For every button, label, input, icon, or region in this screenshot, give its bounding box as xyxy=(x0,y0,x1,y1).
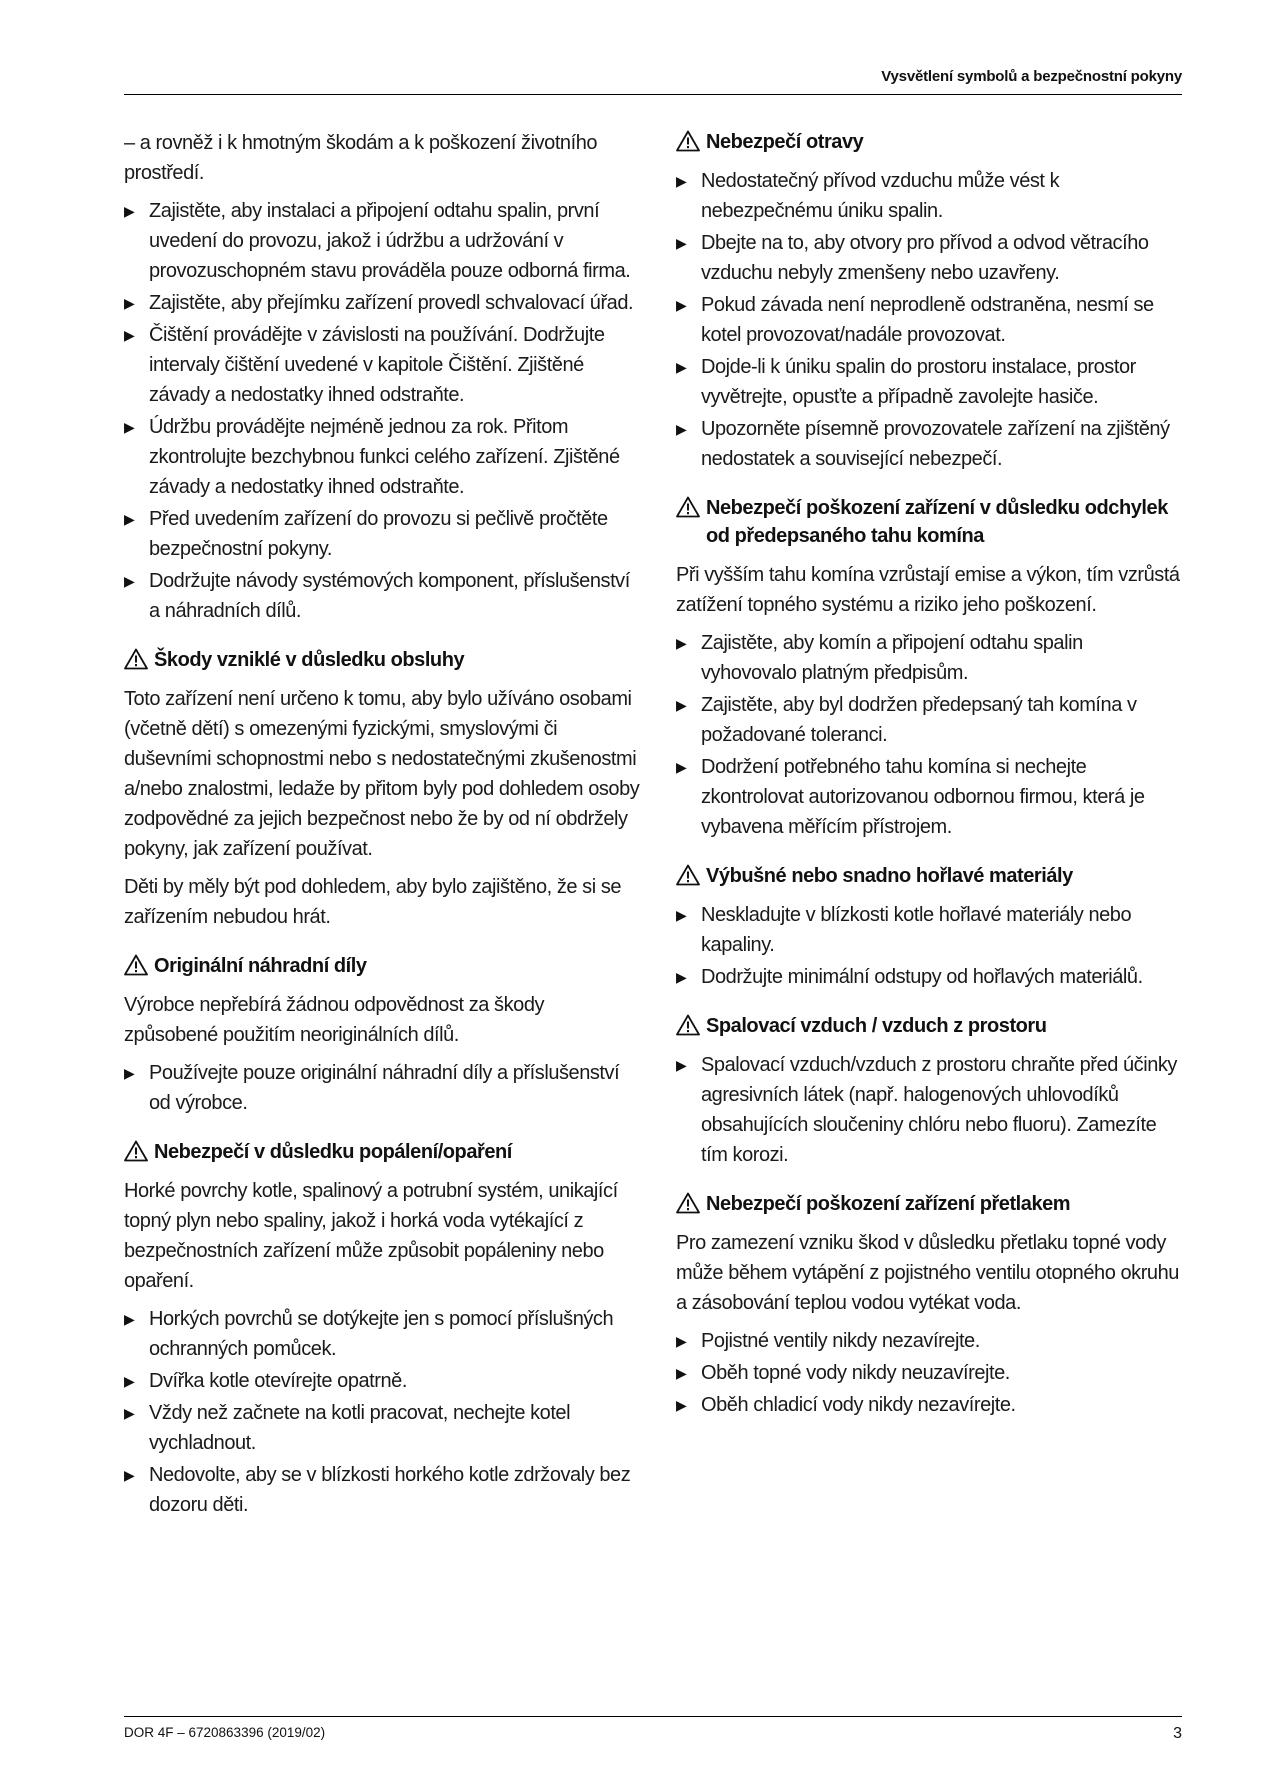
section-heading-combustion-air xyxy=(676,1012,1182,1040)
warning-triangle-icon xyxy=(676,1014,700,1036)
list-item: ▶ Používejte pouze originální náhradní díly a příslušenství od výrobce. xyxy=(124,1058,640,1118)
section-title: Spalovací vzduch / vzduch z prostoru xyxy=(706,1015,1047,1037)
paragraph: Horké povrchy kotle, spalinový a potrubní systém, unikající topný plyn nebo spaliny, jakož i horká voda vytékající z bezpečnostních zařízení může způsobit popáleniny nebo opaření. xyxy=(124,1180,618,1292)
warning-triangle-icon xyxy=(676,130,700,152)
section-title: Škody vzniklé v důsledku obsluhy xyxy=(154,649,465,671)
list-item: ▶ Horkých povrchů se dotýkejte jen s pomocí příslušných ochranných pomůcek. xyxy=(124,1304,640,1364)
section-heading-original-parts xyxy=(124,952,640,980)
bullet-list xyxy=(676,1050,1182,1170)
list-item: ▶ Pojistné ventily nikdy nezavírejte. xyxy=(676,1326,1182,1356)
list-item: ▶ Nedovolte, aby se v blízkosti horkého kotle zdržovaly bez dozoru děti. xyxy=(124,1460,640,1520)
right-column xyxy=(676,128,1182,1428)
list-item: ▶ Pokud závada není neprodleně odstraněna, nesmí se kotel provozovat/nadále provozovat. xyxy=(676,290,1182,350)
section-heading-poisoning xyxy=(676,128,1182,156)
section-title: Nebezpečí poškození zařízení v důsledku odchylek od předepsaného tahu komína xyxy=(706,497,1168,547)
section-heading-burn-hazard xyxy=(124,1138,640,1166)
list-item: ▶ Zajistěte, aby byl dodržen předepsaný tah komína v požadované toleranci. xyxy=(676,690,1182,750)
list-item: ▶ Nedostatečný přívod vzduchu může vést k nebezpečnému úniku spalin. xyxy=(676,166,1182,226)
paragraph: Pro zamezení vzniku škod v důsledku přetlaku topné vody může během vytápění z pojistného ventilu otopného okruhu a zásobování teplou vodou vytékat voda. xyxy=(676,1232,1179,1314)
list-item: ▶ Upozorněte písemně provozovatele zařízení na zjištěný nedostatek a související nebezpečí. xyxy=(676,414,1182,474)
list-item: ▶ Dvířka kotle otevírejte opatrně. xyxy=(124,1366,640,1396)
section-title: Nebezpečí v důsledku popálení/opaření xyxy=(154,1141,512,1163)
page-number: 3 xyxy=(1173,1725,1182,1742)
section-title: Originální náhradní díly xyxy=(154,955,367,977)
section-heading-operation-damage xyxy=(124,646,640,674)
left-column xyxy=(124,128,640,1528)
list-item: ▶ Vždy než začnete na kotli pracovat, nechejte kotel vychladnout. xyxy=(124,1398,640,1458)
section-title: Výbušné nebo snadno hořlavé materiály xyxy=(706,865,1073,887)
section-title: Nebezpečí poškození zařízení přetlakem xyxy=(706,1193,1071,1215)
list-item: ▶ Dodržujte minimální odstupy od hořlavých materiálů. xyxy=(676,962,1182,992)
paragraph: Výrobce nepřebírá žádnou odpovědnost za škody způsobené použitím neoriginálních dílů. xyxy=(124,994,545,1046)
running-title: Vysvětlení symbolů a bezpečnostní pokyny xyxy=(881,68,1182,85)
list-item: ▶ Spalovací vzduch/vzduch z prostoru chraňte před účinky agresivních látek (např. halogenových uhlovodíků obsahujících sloučeniny chlóru nebo fluoru). Zamezíte tím korozi. xyxy=(676,1050,1182,1170)
list-item: ▶ Dodržujte návody systémových komponent, příslušenství a náhradních dílů. xyxy=(124,566,640,626)
warning-triangle-icon xyxy=(124,1140,148,1162)
list-item: ▶ Před uvedením zařízení do provozu si pečlivě pročtěte bezpečnostní pokyny. xyxy=(124,504,640,564)
bullet-list xyxy=(676,900,1182,992)
bullet-list xyxy=(676,628,1182,842)
paragraph: Při vyšším tahu komína vzrůstají emise a výkon, tím vzrůstá zatížení topného systému a riziko jeho poškození. xyxy=(676,564,1180,616)
list-item: ▶ Zajistěte, aby přejímku zařízení provedl schvalovací úřad. xyxy=(124,288,640,318)
paragraph: Toto zařízení není určeno k tomu, aby bylo užíváno osobami (včetně dětí) s omezenými fyzickými, smyslovými či duševními schopnostmi nebo s nedostatečnými zkušenostmi a/nebo znalostmi, ledaže by přitom byly pod dohledem osoby zodpovědné za jejich bezpečnost nebo že by od ní obdržely pokyny, jak zařízení používat. xyxy=(124,688,640,860)
warning-triangle-icon xyxy=(124,648,148,670)
bullet-list xyxy=(124,1304,640,1520)
intro-bullet-list xyxy=(124,196,640,626)
document-reference: DOR 4F – 6720863396 (2019/02) xyxy=(124,1725,326,1740)
list-item: ▶ Údržbu provádějte nejméně jednou za rok. Přitom zkontrolujte bezchybnou funkci celého zařízení. Zjištěné závady a nedostatky ihned odstraňte. xyxy=(124,412,640,502)
list-item: ▶ Oběh topné vody nikdy neuzavírejte. xyxy=(676,1358,1182,1388)
list-item: ▶ Zajistěte, aby instalaci a připojení odtahu spalin, první uvedení do provozu, jakož i údržbu a udržování v provozuschopném stavu prováděla pouze odborná firma. xyxy=(124,196,640,286)
warning-triangle-icon xyxy=(124,954,148,976)
paragraph: Děti by měly být pod dohledem, aby bylo zajištěno, že si se zařízením nebudou hrát. xyxy=(124,876,622,928)
list-item: ▶ Oběh chladicí vody nikdy nezavírejte. xyxy=(676,1390,1182,1420)
warning-triangle-icon xyxy=(676,496,700,518)
running-header xyxy=(124,68,1182,95)
section-heading-overpressure xyxy=(676,1190,1182,1218)
list-item: ▶ Dojde-li k úniku spalin do prostoru instalace, prostor vyvětrejte, opusťte a případně zavolejte hasiče. xyxy=(676,352,1182,412)
list-item: ▶ Dbejte na to, aby otvory pro přívod a odvod větracího vzduchu nebyly zmenšeny nebo uzavřeny. xyxy=(676,228,1182,288)
warning-triangle-icon xyxy=(676,864,700,886)
list-item: ▶ Dodržení potřebného tahu komína si nechejte zkontrolovat autorizovanou odbornou firmou, která je vybavena měřícím přístrojem. xyxy=(676,752,1182,842)
list-item: ▶ Zajistěte, aby komín a připojení odtahu spalin vyhovovalo platným předpisům. xyxy=(676,628,1182,688)
list-item: ▶ Čištění provádějte v závislosti na používání. Dodržujte intervaly čištění uvedené v kapitole Čištění. Zjištěné závady a nedostatky ihned odstraňte. xyxy=(124,320,640,410)
intro-paragraph: – a rovněž i k hmotným škodám a k poškození životního prostředí. xyxy=(124,132,598,184)
warning-triangle-icon xyxy=(676,1192,700,1214)
section-heading-chimney-draft xyxy=(676,494,1182,550)
section-heading-flammable-materials xyxy=(676,862,1182,890)
section-title: Nebezpečí otravy xyxy=(706,131,864,153)
bullet-list xyxy=(124,1058,640,1118)
page-footer xyxy=(124,1716,1182,1740)
list-item: ▶ Neskladujte v blízkosti kotle hořlavé materiály nebo kapaliny. xyxy=(676,900,1182,960)
bullet-list xyxy=(676,166,1182,474)
bullet-list xyxy=(676,1326,1182,1420)
